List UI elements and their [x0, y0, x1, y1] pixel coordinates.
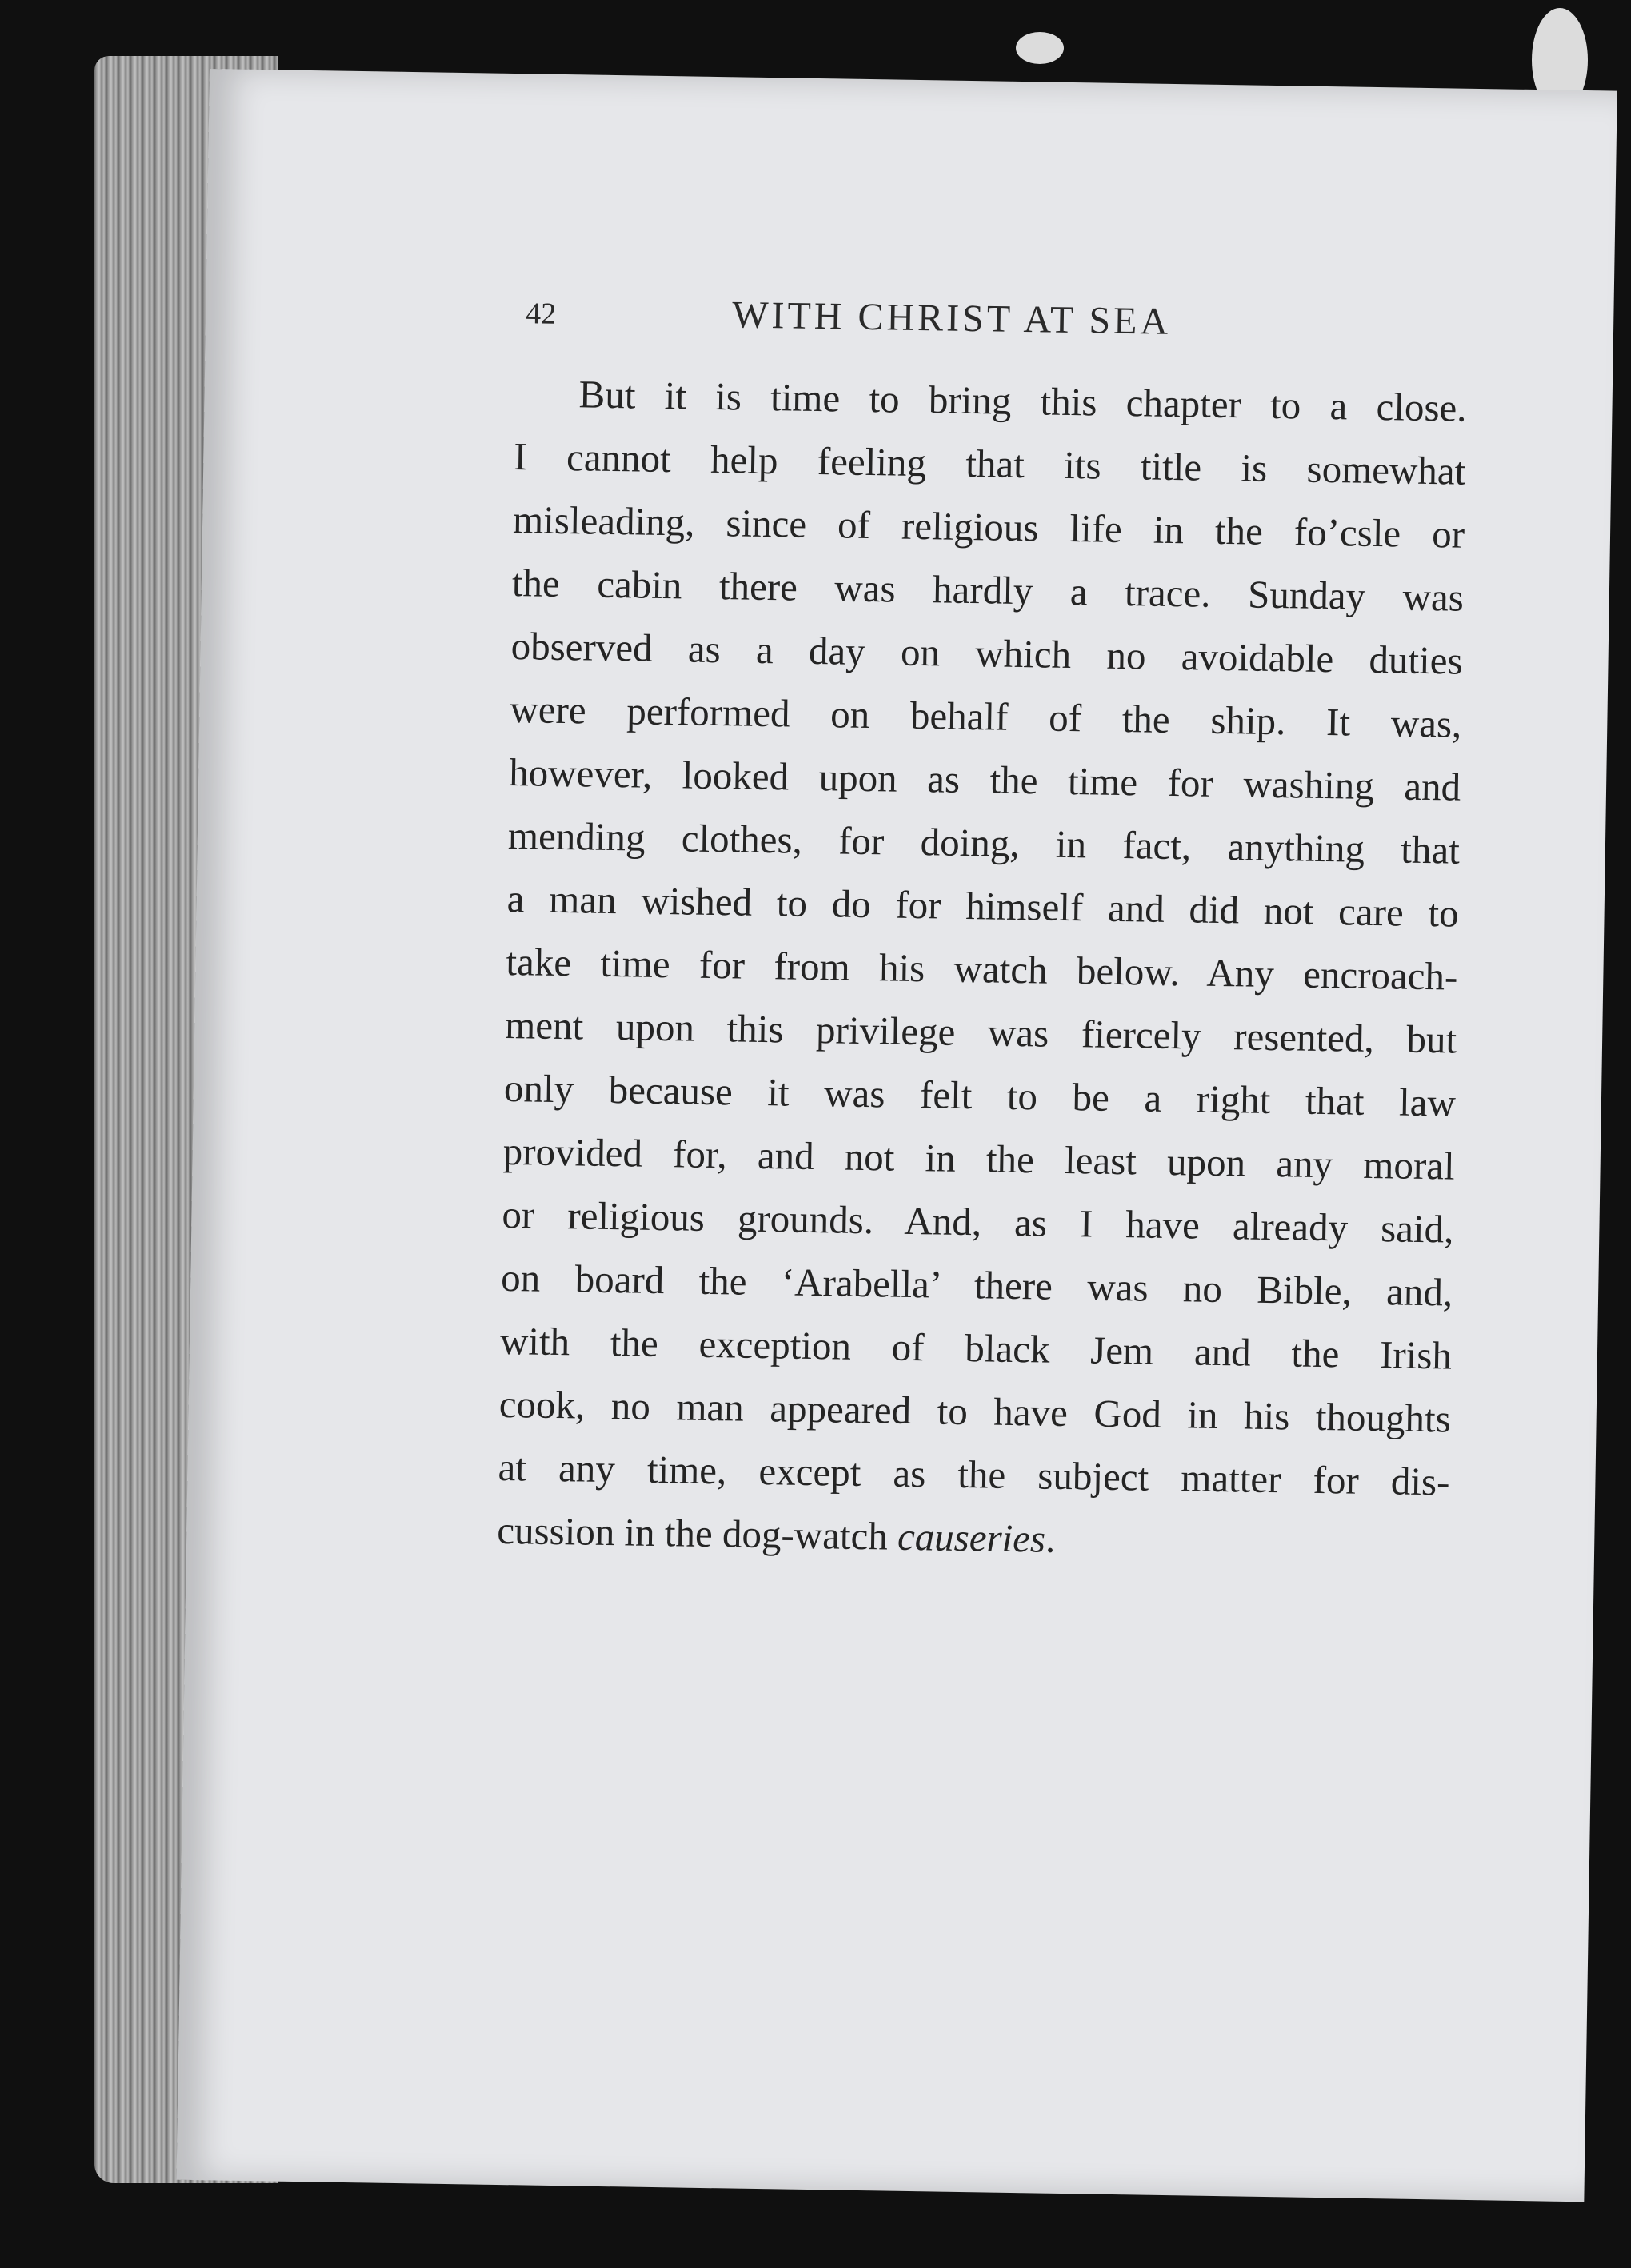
running-head: WITH CHRIST AT SEA — [731, 293, 1172, 343]
body-line: ment upon this privilege was fiercely resented, but — [504, 1002, 1457, 1062]
body-line: But it is time to bring this chapter to a close. — [578, 372, 1467, 430]
italic-word: causeries — [897, 1514, 1046, 1561]
body-line: or religious grounds. And, as I have already said, — [502, 1192, 1454, 1252]
body-line: observed as a day on which no avoidable duties — [510, 624, 1463, 683]
body-line: I cannot help feeling that its title is somewhat — [514, 434, 1466, 493]
body-line: however, looked upon as the time for washing and — [508, 749, 1461, 809]
body-line: were performed on behalf of the ship. It was, — [510, 686, 1462, 746]
last-line-suffix: . — [1045, 1516, 1056, 1561]
book-page — [177, 69, 1617, 2202]
scan-speck — [1016, 32, 1064, 64]
body-line: on board the ‘Arabella’ there was no Bible, and, — [500, 1255, 1453, 1315]
body-line: with the exception of black Jem and the Irish — [499, 1318, 1453, 1378]
body-paragraph — [497, 361, 1467, 1577]
body-line: cook, no man appeared to have God in his thoughts — [498, 1381, 1452, 1441]
body-line: the cabin there was hardly a trace. Sunday was — [511, 561, 1465, 620]
body-line: provided for, and not in the least upon any moral — [502, 1128, 1456, 1188]
body-line: at any time, except as the subject matter for dis- — [498, 1444, 1450, 1504]
page-number: 42 — [525, 297, 557, 331]
last-line-prefix: cussion in the dog-watch — [496, 1507, 898, 1559]
body-line: mending clothes, for doing, in fact, anything that — [507, 813, 1461, 872]
body-line: only because it was felt to be a right that law — [503, 1065, 1457, 1125]
body-line: misleading, since of religious life in the fo’csle or — [512, 497, 1465, 557]
body-line: take time for from his watch below. Any encroach- — [506, 939, 1458, 999]
body-line: a man wished to do for himself and did not care to — [506, 876, 1460, 936]
page-header — [526, 289, 1486, 361]
